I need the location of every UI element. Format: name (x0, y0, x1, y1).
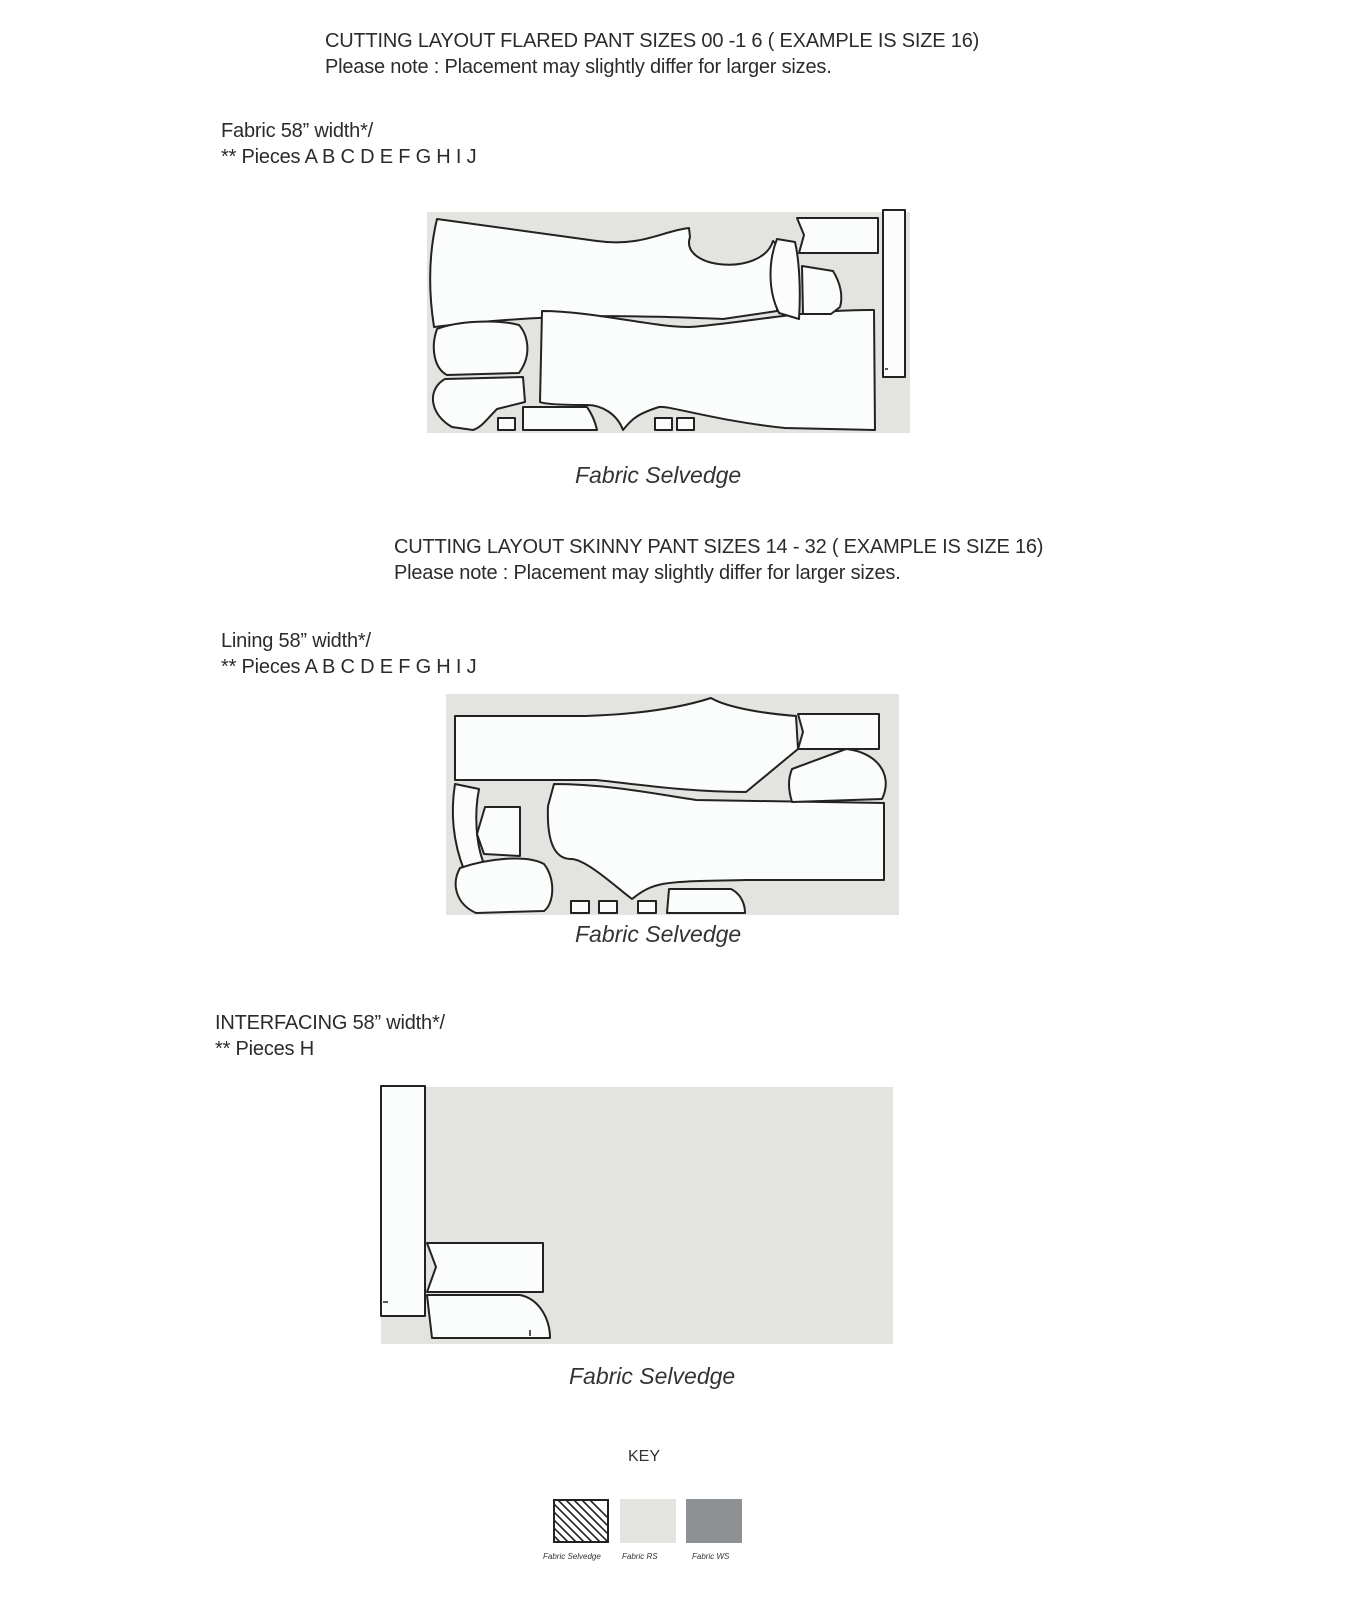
pattern-piece-pocket-lower (456, 858, 553, 913)
pattern-piece-belt-loop-2 (599, 901, 617, 913)
skinny-cutting-layout (446, 694, 900, 916)
flared-selvedge-label: Fabric Selvedge (575, 462, 742, 488)
skinny-pieces-list: ** Pieces A B C D E F G H I J (221, 656, 477, 678)
flared-layout-note: Please note : Placement may slightly differ for larger sizes. (325, 56, 832, 78)
key-label-fabric-rs: Fabric RS (622, 1552, 658, 1561)
flared-fabric-width: Fabric 58” width*/ (221, 120, 374, 142)
key-swatch-fabric-rs (620, 1499, 676, 1543)
key-label-fabric-ws: Fabric WS (692, 1552, 730, 1561)
key-title: KEY (628, 1448, 661, 1465)
pattern-piece-pocket-upper (434, 322, 528, 375)
skinny-selvedge-label: Fabric Selvedge (575, 921, 742, 947)
pattern-piece-facing (427, 1295, 550, 1338)
skinny-layout-note: Please note : Placement may slightly differ for larger sizes. (394, 562, 901, 584)
pattern-piece-waistband (381, 1086, 425, 1316)
interfacing-cutting-layout (380, 1085, 896, 1347)
key-swatch-selvedge (553, 1499, 609, 1543)
interfacing-fabric-width: INTERFACING 58” width*/ (215, 1012, 445, 1034)
flared-layout-title: CUTTING LAYOUT FLARED PANT SIZES 00 -1 6 ( EXAMPLE IS SIZE 16) (325, 30, 980, 52)
pattern-piece-waistband-tab (523, 407, 597, 430)
pattern-piece-fly-extension (797, 218, 878, 253)
interfacing-pieces-list: ** Pieces H (215, 1038, 314, 1060)
flared-pieces-list: ** Pieces A B C D E F G H I J (221, 146, 477, 168)
pattern-piece-waistband-tab (667, 889, 745, 913)
key-swatch-fabric-ws (686, 1499, 742, 1543)
pattern-piece-belt-loop-1 (498, 418, 515, 430)
pattern-piece-pocket-facing (802, 266, 841, 314)
pattern-piece-pocket-facing (477, 807, 520, 856)
lining-fabric-width: Lining 58” width*/ (221, 630, 371, 652)
key-label-selvedge: Fabric Selvedge (543, 1552, 601, 1561)
skinny-layout-title: CUTTING LAYOUT SKINNY PANT SIZES 14 - 32 ( EXAMPLE IS SIZE 16) (394, 536, 1044, 558)
pattern-piece-belt-loop-1 (571, 901, 589, 913)
interfacing-selvedge-label: Fabric Selvedge (569, 1363, 736, 1389)
pattern-piece-fly-extension (427, 1243, 543, 1292)
flared-cutting-layout (427, 209, 912, 435)
pattern-piece-belt-loop-3 (677, 418, 694, 430)
pattern-piece-belt-loop-3 (638, 901, 656, 913)
pattern-piece-waistband (883, 210, 905, 377)
pattern-piece-fly-extension (798, 714, 879, 749)
pattern-piece-belt-loop-2 (655, 418, 672, 430)
